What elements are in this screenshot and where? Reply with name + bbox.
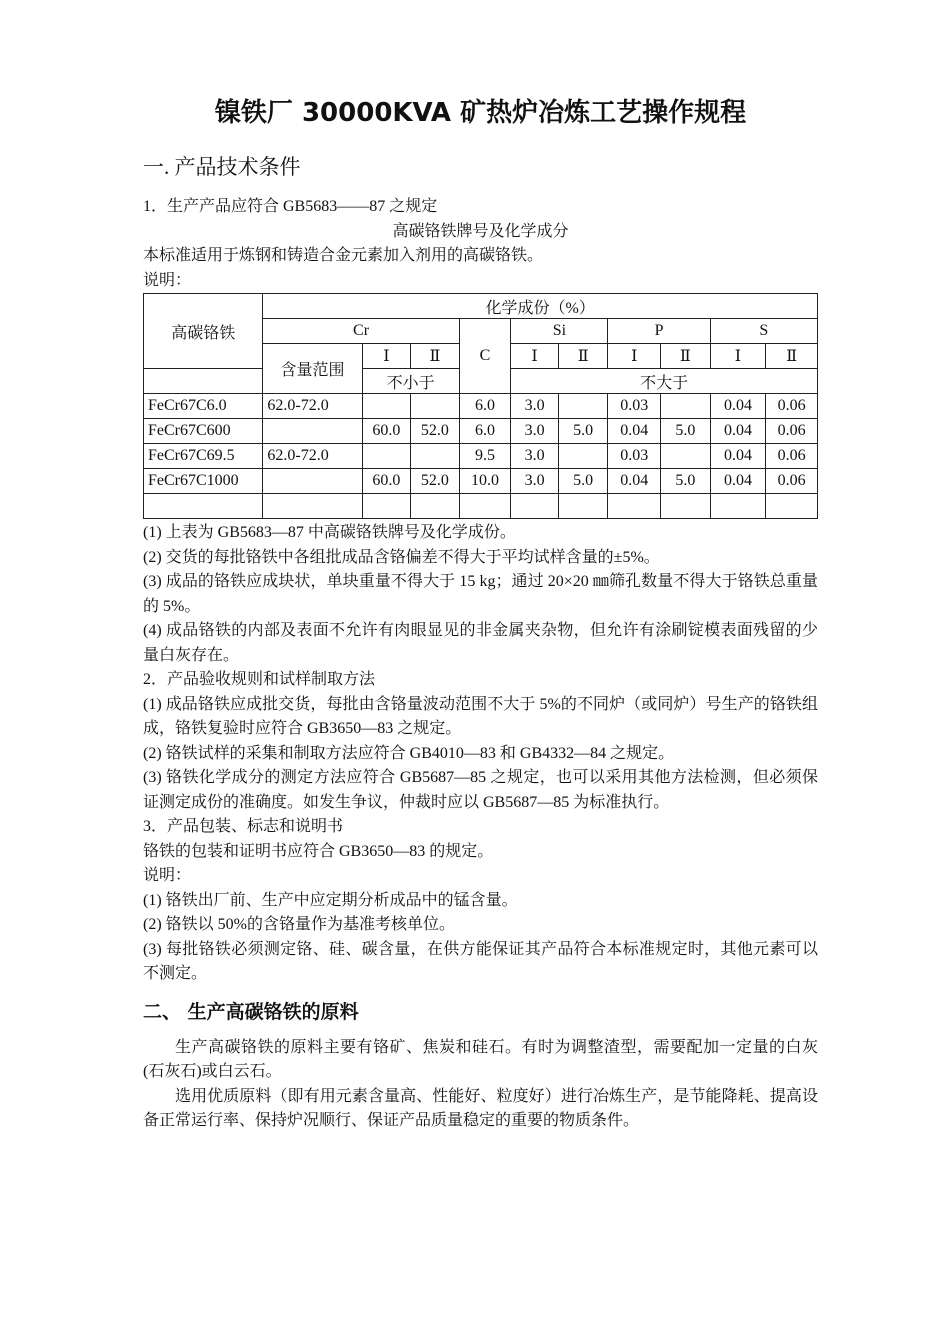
cell-c: 6.0 — [459, 394, 511, 419]
item3-text: 3．产品包装、标志和说明书 — [143, 818, 344, 835]
cell-s2: 0.06 — [766, 469, 818, 494]
cell-empty — [661, 494, 711, 519]
header-cr-2: Ⅱ — [411, 344, 460, 369]
notes-c — [143, 889, 818, 987]
notes-a — [143, 521, 818, 668]
note-a-4: (4) 成品铬铁的内部及表面不允许有肉眼显见的非金属夹杂物，但允许有涂刷锭模表面残留的少量白灰存在。 — [143, 622, 818, 664]
cell-c: 10.0 — [459, 469, 511, 494]
header-p: P — [608, 319, 710, 344]
document-title: 镍铁厂 30000KVA 矿热炉冶炼工艺操作规程 — [214, 98, 747, 128]
header-range: 含量范围 — [263, 344, 362, 394]
header-cr: Cr — [263, 319, 459, 344]
cell-empty — [263, 494, 362, 519]
cell-s1: 0.04 — [710, 394, 766, 419]
cell-cr2: 52.0 — [411, 469, 460, 494]
header-s: S — [710, 319, 817, 344]
cell-range: 62.0-72.0 — [263, 444, 362, 469]
cell-cr1: 60.0 — [362, 419, 411, 444]
cell-s1: 0.04 — [710, 444, 766, 469]
cell-c: 6.0 — [459, 419, 511, 444]
cell-empty — [144, 494, 263, 519]
cell-grade: FeCr67C69.5 — [144, 444, 263, 469]
cell-s1: 0.04 — [710, 469, 766, 494]
header-p-2: Ⅱ — [661, 344, 711, 369]
cell-cr2 — [411, 444, 460, 469]
header-grade: 高碳铬铁 — [144, 294, 263, 369]
cell-c: 9.5 — [459, 444, 511, 469]
cell-empty — [558, 494, 608, 519]
cell-cr1: 60.0 — [362, 469, 411, 494]
cell-p1: 0.04 — [608, 469, 661, 494]
header-not-more: 不大于 — [511, 369, 818, 394]
cell-empty — [411, 494, 460, 519]
cell-p2 — [661, 394, 711, 419]
cell-si1: 3.0 — [511, 394, 559, 419]
packaging-text: 铬铁的包装和证明书应符合 GB3650—83 的规定。 — [143, 842, 494, 860]
note-c-2: (2) 铬铁以 50%的含铬量作为基准考核单位。 — [143, 916, 455, 933]
cell-empty — [608, 494, 661, 519]
header-si-1: Ⅰ — [511, 344, 559, 369]
item2-text: 2．产品验收规则和试样制取方法 — [143, 671, 376, 688]
note-b-1: (1) 成品铬铁应成批交货，每批由含铬量波动范围不大于 5%的不同炉（或同炉）号生产的铬铁组成，铬铁复验时应符合 GB3650—83 之规定。 — [143, 695, 818, 737]
cell-si2: 5.0 — [558, 469, 608, 494]
note-b-3: (3) 铬铁化学成分的测定方法应符合 GB5687—85 之规定，也可以采用其他方法检测，但必须保证测定成份的准确度。如发生争议，仲裁时应以 GB5687—85 为标准执行。 — [143, 769, 818, 811]
cell-si1: 3.0 — [511, 419, 559, 444]
header-s-1: Ⅰ — [710, 344, 766, 369]
table-row — [144, 444, 818, 469]
header-empty — [144, 369, 263, 394]
cell-grade: FeCr67C1000 — [144, 469, 263, 494]
cell-s2: 0.06 — [766, 444, 818, 469]
cell-grade: FeCr67C600 — [144, 419, 263, 444]
cell-empty — [710, 494, 766, 519]
cell-empty — [362, 494, 411, 519]
header-cr-1: Ⅰ — [362, 344, 411, 369]
note-a-3: (3) 成品的铬铁应成块状，单块重量不得大于 15 kg；通过 20×20 ㎜筛孔数量不得大于铬铁总重量的 5%。 — [143, 573, 818, 615]
scope-text: 本标准适用于炼钢和铸造合金元素加入剂用的高碳铬铁。 — [143, 247, 544, 264]
cell-p1: 0.03 — [608, 394, 661, 419]
cell-s2: 0.06 — [766, 419, 818, 444]
cell-cr1 — [362, 444, 411, 469]
header-si-2: Ⅱ — [558, 344, 608, 369]
section2-para-1: 生产高碳铬铁的原料主要有铬矿、焦炭和硅石。有时为调整渣型，需要配加一定量的白灰(石灰石)或白云石。 — [143, 1038, 818, 1080]
cell-empty — [766, 494, 818, 519]
table-caption: 高碳铬铁牌号及化学成分 — [392, 222, 569, 240]
header-not-less: 不小于 — [362, 369, 459, 394]
header-p-1: Ⅰ — [608, 344, 661, 369]
cell-cr2: 52.0 — [411, 419, 460, 444]
cell-p2: 5.0 — [661, 469, 711, 494]
cell-p2 — [661, 444, 711, 469]
note-label: 说明： — [143, 271, 192, 289]
document-page — [143, 92, 818, 1134]
cell-s2: 0.06 — [766, 394, 818, 419]
cell-si2 — [558, 444, 608, 469]
cell-empty — [459, 494, 511, 519]
cell-empty — [511, 494, 559, 519]
header-si: Si — [511, 319, 608, 344]
header-s-2: Ⅱ — [766, 344, 818, 369]
item1-text: 1．生产产品应符合 GB5683——87 之规定 — [143, 198, 438, 215]
cell-si1: 3.0 — [511, 444, 559, 469]
table-row-empty — [144, 494, 818, 519]
cell-p2: 5.0 — [661, 419, 711, 444]
cell-range: 62.0-72.0 — [263, 394, 362, 419]
spec-table — [143, 293, 818, 519]
table-row — [144, 394, 818, 419]
cell-cr1 — [362, 394, 411, 419]
section1-heading: 一. 产品技术条件 — [143, 155, 301, 179]
section2-para-2: 选用优质原料（即有用元素含量高、性能好、粒度好）进行冶炼生产，是节能降耗、提高设备正常运行率、保持炉况顺行、保证产品质量稳定的重要的物质条件。 — [143, 1087, 818, 1129]
cell-p1: 0.03 — [608, 444, 661, 469]
cell-range — [263, 469, 362, 494]
note-c-1: (1) 铬铁出厂前、生产中应定期分析成品中的锰含量。 — [143, 891, 518, 909]
cell-si2 — [558, 394, 608, 419]
table-row — [144, 469, 818, 494]
note-c-3: (3) 每批铬铁必须测定铬、硅、碳含量，在供方能保证其产品符合本标准规定时，其他元素可以不测定。 — [143, 940, 818, 982]
cell-range — [263, 419, 362, 444]
table-row — [144, 419, 818, 444]
notes-b — [143, 693, 818, 816]
note-label-2: 说明： — [143, 867, 192, 884]
cell-si2: 5.0 — [558, 419, 608, 444]
cell-s1: 0.04 — [710, 419, 766, 444]
cell-si1: 3.0 — [511, 469, 559, 494]
cell-grade: FeCr67C6.0 — [144, 394, 263, 419]
header-chem: 化学成份（%） — [263, 294, 818, 319]
section2-heading: 二、 生产高碳铬铁的原料 — [143, 1000, 359, 1023]
note-a-1: (1) 上表为 GB5683—87 中高碳铬铁牌号及化学成份。 — [143, 524, 516, 541]
note-a-2: (2) 交货的每批铬铁中各组批成品含铬偏差不得大于平均试样含量的±5%。 — [143, 548, 660, 566]
cell-cr2 — [411, 394, 460, 419]
note-b-2: (2) 铬铁试样的采集和制取方法应符合 GB4010—83 和 GB4332—84 之规定。 — [143, 744, 675, 762]
header-c: C — [459, 319, 511, 394]
cell-p1: 0.04 — [608, 419, 661, 444]
